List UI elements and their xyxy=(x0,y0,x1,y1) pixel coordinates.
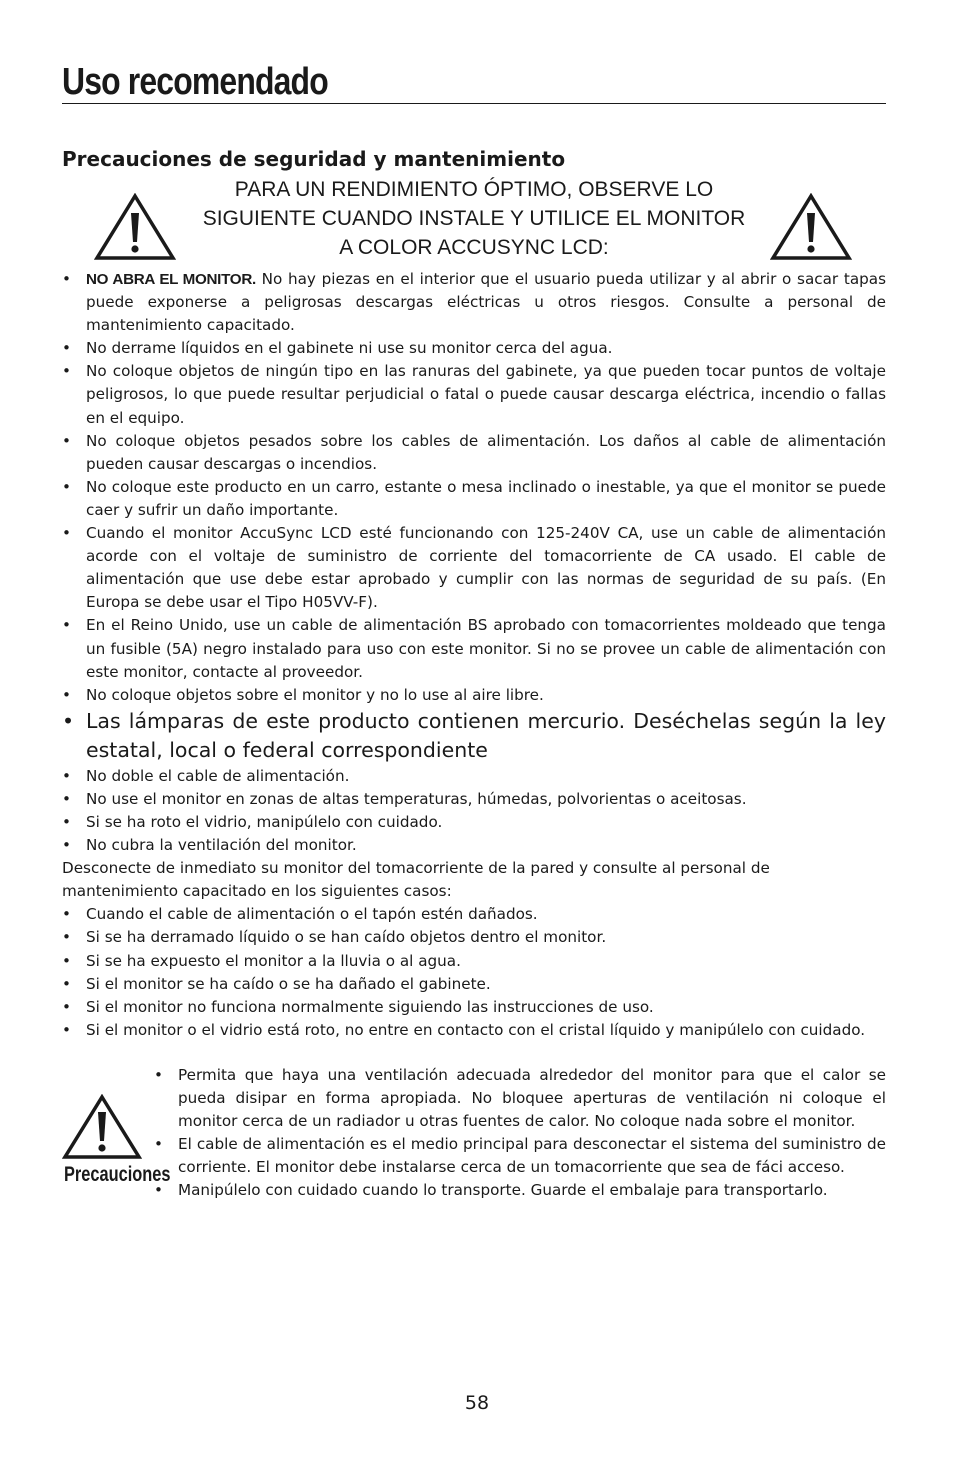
list-item: • No coloque objetos de ningún tipo en las ranuras del gabinete, ya que pueden tocar puntos de voltaje peligrosos, lo que puede resultar perjudicial o fatal o puede causar descarga eléctrica, incendio o fallas en el equipo. xyxy=(62,360,886,429)
list-item-text: No hay piezas en el interior que el usuario pueda utilizar y al abrir o sacar tapas puede exponerse a peligrosas descargas eléctricas u otros riesgos. Consulte a personal de mantenimiento capacitado. xyxy=(86,270,887,335)
page-title: Uso recomendado xyxy=(62,61,328,103)
list-item: • No use el monitor en zonas de altas temperaturas, húmedas, polvorientas o aceitosas. xyxy=(62,788,886,811)
precautions-list xyxy=(62,268,886,857)
list-item: • Si se ha roto el vidrio, manipúlelo con cuidado. xyxy=(62,811,886,834)
list-item: • Si se ha derramado líquido o se han caído objetos dentro el monitor. xyxy=(62,926,886,949)
list-item: • Cuando el monitor AccuSync LCD esté funcionando con 125-240V CA, use un cable de alimentación acorde con el voltaje de suministro de corriente del tomacorriente de CA usado. El cable de alimentación que use debe estar aprobado y cumplir con las normas de seguridad de su país. (En Europa se debe usar el Tipo H05VV-F). xyxy=(62,522,886,614)
list-item: • Manipúlelo con cuidado cuando lo transporte. Guarde el embalaje para transportarlo. xyxy=(154,1179,886,1202)
caution-label: Precauciones xyxy=(64,1163,171,1186)
precautions-body xyxy=(62,268,886,1042)
list-item: • En el Reino Unido, use un cable de alimentación BS aprobado con tomacorrientes moldeado que tenga un fusible (5A) negro instalado para uso con este monitor. Si no se provee un cable de alimentación con este monitor, contacte al proveedor. xyxy=(62,614,886,683)
list-item: • Si el monitor o el vidrio está roto, no entre en contacto con el cristal líquido y manipúlelo con cuidado. xyxy=(62,1019,886,1042)
section-heading: Precauciones de seguridad y mantenimiento xyxy=(62,147,566,171)
warning-triangle-icon xyxy=(770,193,852,261)
list-item: • No doble el cable de alimentación. xyxy=(62,765,886,788)
warning-triangle-icon xyxy=(94,193,176,261)
list-item: • No coloque objetos pesados sobre los cables de alimentación. Los daños al cable de alimentación pueden causar descargas o incendios. xyxy=(62,430,886,476)
disconnect-list xyxy=(62,903,886,1042)
disconnect-intro: Desconecte de inmediato su monitor del tomacorriente de la pared y consulte al personal de mantenimiento capacitado en los siguientes casos: xyxy=(62,859,770,901)
list-item: • Si se ha expuesto el monitor a la lluvia o al agua. xyxy=(62,950,886,973)
list-item: • El cable de alimentación es el medio principal para desconectar el sistema del suministro de corriente. El monitor debe instalarse cerca de un tomacorriente que sea de fáci acceso. xyxy=(154,1133,886,1179)
list-item: • No cubra la ventilación del monitor. xyxy=(62,834,886,857)
list-item-lead: NO ABRA EL MONITOR. xyxy=(86,271,256,288)
banner-line-1: PARA UN RENDIMIENTO ÓPTIMO, OBSERVE LO xyxy=(234,178,714,201)
caution-triangle-icon xyxy=(62,1094,142,1160)
page-number: 58 xyxy=(464,1392,490,1414)
list-item: • Si el monitor no funciona normalmente siguiendo las instrucciones de uso. xyxy=(62,996,886,1019)
banner-line-3: A COLOR ACCUSYNC LCD: xyxy=(339,236,609,259)
title-rule xyxy=(62,103,886,104)
list-item: • No derrame líquidos en el gabinete ni use su monitor cerca del agua. xyxy=(62,337,886,360)
banner-line-2: SIGUIENTE CUANDO INSTALE Y UTILICE EL MONITOR xyxy=(202,207,746,230)
list-item: • No coloque este producto en un carro, estante o mesa inclinado o inestable, ya que el monitor se puede caer y sufrir un daño importante. xyxy=(62,476,886,522)
warning-banner xyxy=(62,175,886,261)
list-item xyxy=(62,268,886,337)
list-item: • Permita que haya una ventilación adecuada alrededor del monitor para que el calor se pueda disipar en forma apropiada. No bloquee aperturas de ventilación ni coloque el monitor cerca de un radiador u otras fuentes de calor. No coloque nada sobre el monitor. xyxy=(154,1064,886,1133)
mercury-notice: • Las lámparas de este producto contienen mercurio. Deséchelas según la ley estatal, local o federal correspondiente xyxy=(62,707,886,765)
caution-list xyxy=(154,1064,886,1203)
list-item: • No coloque objetos sobre el monitor y no lo use al aire libre. xyxy=(62,684,886,707)
list-item: • Cuando el cable de alimentación o el tapón estén dañados. xyxy=(62,903,886,926)
list-item: • Si el monitor se ha caído o se ha dañado el gabinete. xyxy=(62,973,886,996)
caution-block xyxy=(62,1064,886,1254)
